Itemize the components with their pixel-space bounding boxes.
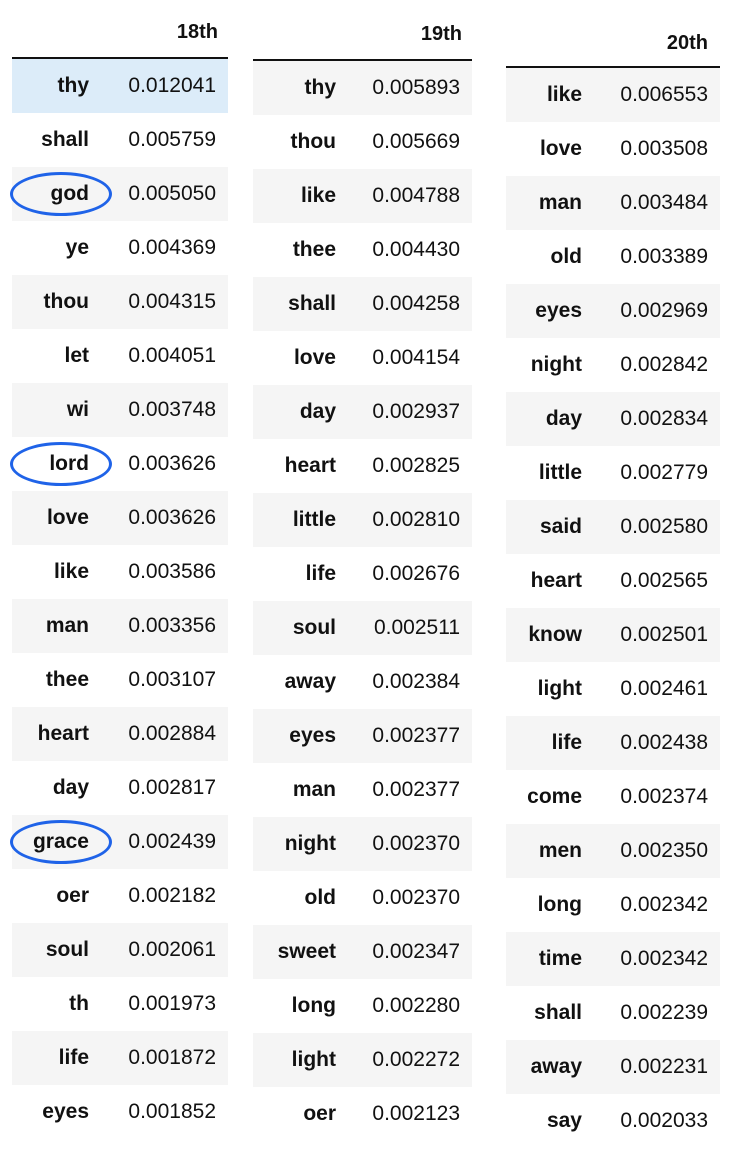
row-word-label: lord	[49, 452, 89, 475]
row-word-label: thy	[57, 74, 89, 97]
table-row	[506, 662, 720, 716]
row-frequency-value: 0.004258	[372, 292, 460, 315]
row-word-label: ye	[65, 236, 89, 259]
table-row	[253, 277, 472, 331]
row-frequency-value: 0.004315	[128, 290, 216, 313]
row-frequency-value: 0.002937	[372, 400, 460, 423]
row-word-label: men	[538, 839, 582, 862]
table-20th-century	[506, 22, 720, 1148]
table-row	[253, 1087, 472, 1141]
row-word-label: old	[304, 886, 336, 909]
table-row	[12, 707, 228, 761]
row-word-label: day	[299, 400, 336, 423]
table-row	[506, 500, 720, 554]
row-word-label: th	[69, 992, 89, 1015]
row-word-label: shall	[41, 128, 89, 151]
row-word-label: light	[537, 677, 582, 700]
row-word-label: long	[291, 994, 336, 1017]
table-row	[253, 547, 472, 601]
row-word-label: oer	[56, 884, 89, 907]
row-frequency-value: 0.003107	[128, 668, 216, 691]
row-frequency-value: 0.002033	[620, 1109, 708, 1132]
table-row	[506, 824, 720, 878]
row-frequency-value: 0.002231	[620, 1055, 708, 1078]
row-word-label: away	[530, 1055, 582, 1078]
table-body-20th	[506, 68, 720, 1148]
table-row	[12, 977, 228, 1031]
row-frequency-value: 0.004154	[372, 346, 460, 369]
column-header-19th: 19th	[253, 12, 472, 61]
table-row	[12, 653, 228, 707]
row-frequency-value: 0.002342	[620, 893, 708, 916]
row-word-label: heart	[530, 569, 582, 592]
row-frequency-value: 0.003484	[620, 191, 708, 214]
table-row	[12, 437, 228, 491]
table-row	[12, 599, 228, 653]
row-word-label: thy	[304, 76, 336, 99]
row-frequency-value: 0.002123	[372, 1102, 460, 1125]
row-frequency-value: 0.002377	[372, 724, 460, 747]
row-frequency-value: 0.002350	[620, 839, 708, 862]
row-frequency-value: 0.002676	[372, 562, 460, 585]
table-row	[12, 383, 228, 437]
table-row	[12, 329, 228, 383]
row-frequency-value: 0.003586	[128, 560, 216, 583]
row-word-label: come	[527, 785, 582, 808]
row-word-label: shall	[534, 1001, 582, 1024]
row-word-label: let	[64, 344, 89, 367]
row-frequency-value: 0.002370	[372, 832, 460, 855]
row-word-label: say	[546, 1109, 582, 1132]
row-frequency-value: 0.002565	[620, 569, 708, 592]
row-word-label: grace	[32, 830, 89, 853]
row-word-label: soul	[45, 938, 89, 961]
row-word-label: man	[538, 191, 582, 214]
row-frequency-value: 0.002182	[128, 884, 216, 907]
row-word-label: heart	[284, 454, 336, 477]
table-row	[506, 932, 720, 986]
table-row	[253, 385, 472, 439]
table-row	[506, 1094, 720, 1148]
row-word-label: like	[546, 83, 582, 106]
row-word-label: wi	[66, 398, 89, 421]
row-frequency-value: 0.002817	[128, 776, 216, 799]
row-frequency-value: 0.002272	[372, 1048, 460, 1071]
row-frequency-value: 0.002439	[128, 830, 216, 853]
row-frequency-value: 0.003748	[128, 398, 216, 421]
row-word-label: sweet	[277, 940, 336, 963]
row-word-label: soul	[292, 616, 336, 639]
row-word-label: long	[537, 893, 582, 916]
row-word-label: little	[538, 461, 582, 484]
row-word-label: night	[530, 353, 582, 376]
table-row	[506, 608, 720, 662]
table-row	[253, 871, 472, 925]
table-row	[253, 223, 472, 277]
row-word-label: said	[539, 515, 582, 538]
row-word-label: love	[46, 506, 89, 529]
row-frequency-value: 0.002580	[620, 515, 708, 538]
row-frequency-value: 0.006553	[620, 83, 708, 106]
table-row	[506, 554, 720, 608]
table-row	[253, 817, 472, 871]
table-18th-century	[12, 10, 228, 1139]
row-frequency-value: 0.005669	[372, 130, 460, 153]
row-frequency-value: 0.005759	[128, 128, 216, 151]
row-word-label: thou	[290, 130, 336, 153]
row-word-label: day	[52, 776, 89, 799]
row-word-label: thee	[292, 238, 336, 261]
row-word-label: day	[545, 407, 582, 430]
row-frequency-value: 0.002384	[372, 670, 460, 693]
row-frequency-value: 0.003508	[620, 137, 708, 160]
row-word-label: like	[300, 184, 336, 207]
table-row	[12, 113, 228, 167]
table-row	[253, 331, 472, 385]
table-row	[506, 176, 720, 230]
row-word-label: man	[292, 778, 336, 801]
table-row	[12, 59, 228, 113]
row-word-label: eyes	[42, 1100, 89, 1123]
row-word-label: thee	[45, 668, 89, 691]
row-frequency-value: 0.004051	[128, 344, 216, 367]
table-row	[506, 230, 720, 284]
row-frequency-value: 0.005893	[372, 76, 460, 99]
table-row	[12, 815, 228, 869]
table-row	[506, 1040, 720, 1094]
row-frequency-value: 0.002061	[128, 938, 216, 961]
row-word-label: shall	[288, 292, 336, 315]
row-word-label: life	[551, 731, 582, 754]
row-frequency-value: 0.001973	[128, 992, 216, 1015]
row-word-label: night	[284, 832, 336, 855]
row-frequency-value: 0.002969	[620, 299, 708, 322]
row-frequency-value: 0.002842	[620, 353, 708, 376]
table-row	[12, 275, 228, 329]
row-frequency-value: 0.002779	[620, 461, 708, 484]
row-frequency-value: 0.002342	[620, 947, 708, 970]
row-word-label: time	[538, 947, 582, 970]
table-row	[253, 655, 472, 709]
table-row	[506, 986, 720, 1040]
row-word-label: life	[58, 1046, 89, 1069]
table-row	[506, 338, 720, 392]
table-row	[506, 446, 720, 500]
table-row	[12, 869, 228, 923]
table-row	[506, 716, 720, 770]
table-row	[253, 1033, 472, 1087]
table-row	[253, 709, 472, 763]
table-row	[253, 169, 472, 223]
row-frequency-value: 0.002501	[620, 623, 708, 646]
row-frequency-value: 0.003356	[128, 614, 216, 637]
row-word-label: away	[284, 670, 336, 693]
table-row	[253, 61, 472, 115]
table-row	[506, 770, 720, 824]
table-19th-century	[253, 12, 472, 1141]
row-word-label: love	[293, 346, 336, 369]
table-row	[506, 284, 720, 338]
row-word-label: oer	[303, 1102, 336, 1125]
row-frequency-value: 0.012041	[128, 74, 216, 97]
row-frequency-value: 0.004430	[372, 238, 460, 261]
row-word-label: eyes	[289, 724, 336, 747]
table-row	[253, 601, 472, 655]
row-word-label: know	[528, 623, 582, 646]
row-frequency-value: 0.002280	[372, 994, 460, 1017]
table-row	[12, 923, 228, 977]
row-frequency-value: 0.001872	[128, 1046, 216, 1069]
table-row	[253, 115, 472, 169]
row-word-label: little	[292, 508, 336, 531]
table-row	[506, 392, 720, 446]
row-frequency-value: 0.002377	[372, 778, 460, 801]
row-frequency-value: 0.004788	[372, 184, 460, 207]
row-word-label: man	[45, 614, 89, 637]
table-row	[506, 68, 720, 122]
row-word-label: heart	[37, 722, 89, 745]
table-row	[12, 1085, 228, 1139]
table-row	[253, 439, 472, 493]
row-frequency-value: 0.003626	[128, 452, 216, 475]
row-word-label: like	[53, 560, 89, 583]
column-header-18th: 18th	[12, 10, 228, 59]
table-row	[253, 493, 472, 547]
row-frequency-value: 0.002239	[620, 1001, 708, 1024]
row-frequency-value: 0.002347	[372, 940, 460, 963]
row-word-label: light	[291, 1048, 336, 1071]
table-body-19th	[253, 61, 472, 1141]
row-frequency-value: 0.002438	[620, 731, 708, 754]
row-frequency-value: 0.002461	[620, 677, 708, 700]
table-row	[12, 221, 228, 275]
row-frequency-value: 0.003389	[620, 245, 708, 268]
row-word-label: old	[550, 245, 582, 268]
table-row	[12, 491, 228, 545]
table-row	[12, 761, 228, 815]
row-frequency-value: 0.002825	[372, 454, 460, 477]
table-body-18th	[12, 59, 228, 1139]
table-row	[253, 979, 472, 1033]
row-frequency-value: 0.003626	[128, 506, 216, 529]
row-frequency-value: 0.001852	[128, 1100, 216, 1123]
row-word-label: god	[50, 182, 89, 205]
table-row	[506, 878, 720, 932]
row-frequency-value: 0.005050	[128, 182, 216, 205]
table-row	[506, 122, 720, 176]
row-frequency-value: 0.002374	[620, 785, 708, 808]
row-frequency-value: 0.002884	[128, 722, 216, 745]
row-frequency-value: 0.004369	[128, 236, 216, 259]
column-header-20th: 20th	[506, 22, 720, 68]
row-word-label: thou	[43, 290, 89, 313]
row-frequency-value: 0.002834	[620, 407, 708, 430]
row-frequency-value: 0.002370	[372, 886, 460, 909]
row-frequency-value: 0.002511	[373, 616, 460, 639]
row-frequency-value: 0.002810	[372, 508, 460, 531]
table-row	[12, 167, 228, 221]
row-word-label: eyes	[535, 299, 582, 322]
table-row	[253, 925, 472, 979]
row-word-label: love	[539, 137, 582, 160]
table-row	[253, 763, 472, 817]
table-row	[12, 545, 228, 599]
row-word-label: life	[305, 562, 336, 585]
table-row	[12, 1031, 228, 1085]
